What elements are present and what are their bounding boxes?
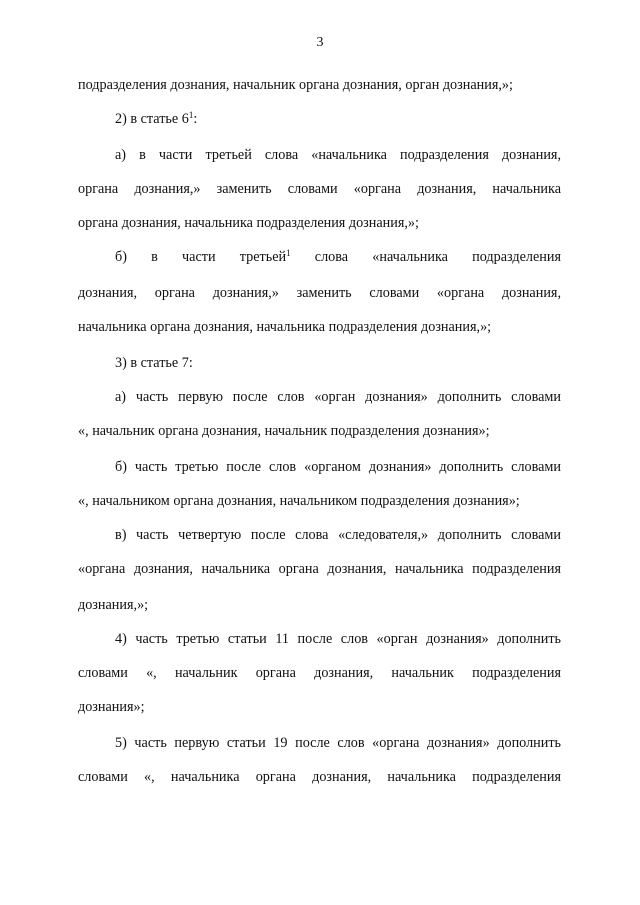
text-line: б) часть третью после слов «органом дознания» дополнить словами — [115, 459, 561, 475]
page-number: 3 — [316, 35, 324, 50]
text-line: начальника органа дознания, начальника подразделения дознания,»; — [78, 319, 492, 335]
text-line: 4) часть третью статьи 11 после слов «орган дознания» дополнить — [115, 631, 561, 647]
superscript: 1 — [286, 248, 291, 258]
text-line: 5) часть первую статьи 19 после слов «органа дознания» дополнить — [115, 735, 561, 751]
text-line: «органа дознания, начальника органа дознания, начальника подразделения — [78, 561, 561, 577]
text-line: 3) в статье 7: — [115, 355, 193, 371]
superscript: 1 — [188, 110, 194, 120]
text-line: органа дознания, начальника подразделения дознания,»; — [78, 215, 419, 231]
text-line: 2) в статье $6^1$: — [115, 110, 198, 127]
text-line: «, начальник органа дознания, начальник подразделения дознания»; — [78, 423, 490, 439]
text-line: дознания,»; — [78, 597, 149, 613]
text-line: в) часть четвертую после слова «следователя,» дополнить словами — [115, 527, 561, 543]
text-line: органа дознания,» заменить словами «органа дознания, начальника — [78, 181, 561, 197]
text-line: а) в части третьей слова «начальника подразделения дознания, — [115, 147, 561, 163]
text-line: дознания»; — [78, 699, 145, 715]
text-line: дознания, органа дознания,» заменить словами «органа дознания, — [78, 285, 561, 301]
text-line: а) часть первую после слов «орган дознания» дополнить словами — [115, 389, 561, 405]
text-line: б) в части третьей$^1$ слова «начальника подразделения — [115, 248, 561, 265]
text-line: словами «, начальник органа дознания, начальник подразделения — [78, 665, 561, 681]
text-line: подразделения дознания, начальник органа дознания, орган дознания,»; — [78, 77, 513, 93]
text-line: «, начальником органа дознания, начальником подразделения дознания»; — [78, 493, 520, 509]
text-line: словами «, начальника органа дознания, начальника подразделения — [78, 769, 561, 785]
